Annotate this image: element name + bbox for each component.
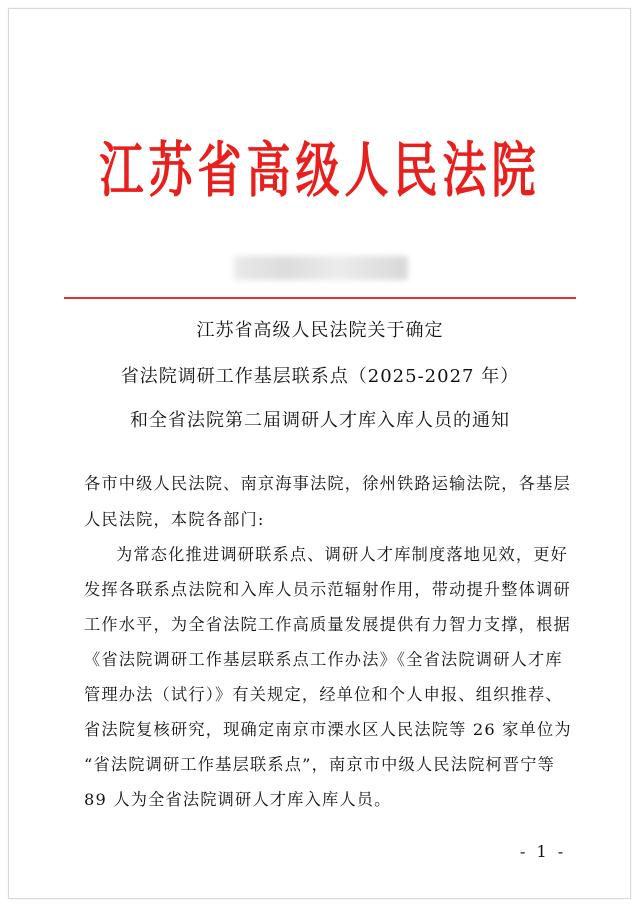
body-line: “省法院调研工作基层联系点”，南京市中级人民法院柯晋宁等 [84, 755, 556, 774]
body-line: 省法院复核研究，现确定南京市溧水区人民法院等 26 家单位为 [84, 720, 572, 739]
body-line-paragraph-start: 为常态化推进调研联系点、调研人才库制度落地见效，更好 [116, 545, 569, 564]
title-line-1: 江苏省高级人民法院关于确定 [196, 320, 444, 341]
body-line-salutation-1: 各市中级人民法院、南京海事法院，徐州铁路运输法院，各基层 [84, 474, 571, 493]
title-line-2: 省法院调研工作基层联系点（2025-2027 年） [120, 366, 520, 387]
body-line-paragraph-end: 89 人为全省法院调研人才库入库人员。 [84, 790, 392, 809]
body-line: 工作水平，为全省法院工作高质量发展提供有力智力支撑，根据 [84, 615, 571, 634]
redacted-document-number [234, 256, 408, 280]
body-line: 《省法院调研工作基层联系点工作办法》《全省法院调研人才库 [84, 650, 563, 669]
page-number: - 1 - [520, 842, 567, 861]
body-line: 发挥各联系点法院和入库人员示范辐射作用，带动提升整体调研 [84, 580, 571, 599]
body-line: 管理办法（试行）》有关规定，经单位和个人申报、组织推荐、 [84, 685, 563, 704]
body-line-salutation-2: 人民法院，本院各部门: [84, 510, 265, 529]
title-line-3: 和全省法院第二届调研人才库入库人员的通知 [130, 410, 510, 431]
issuer-header: 江苏省高级人民法院 [99, 136, 541, 206]
red-divider-line [64, 297, 576, 299]
